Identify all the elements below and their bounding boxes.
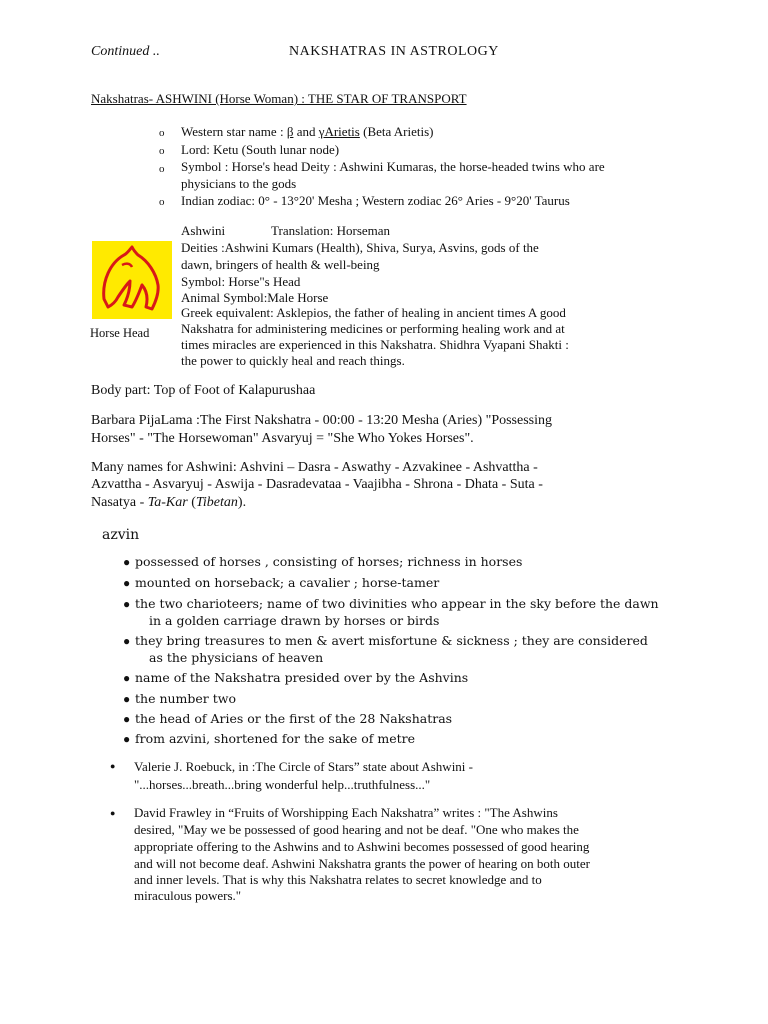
list-item: name of the Nakshatra presided over by the Ashvins [135,670,469,685]
info-greek-2: Nakshatra for administering medicines or performing healing work and at [181,321,565,336]
info-animal: Animal Symbol:Male Horse [181,290,329,305]
info-deities-2: dawn, bringers of health & well-being [181,257,380,272]
list-item: they bring treasures to men & avert misfortune & sickness ; they are considered [135,633,648,648]
circle-bullet-icon: o [159,127,165,139]
names-line-3 [91,495,246,511]
names-nasatya: Nasatya - [91,495,148,510]
names-paren-close: ). [237,495,247,510]
body-part: Body part: Top of Foot of Kalapurushaa [91,383,316,398]
list-item-cont: as the physicians of heaven [149,650,324,665]
list-item: mounted on horseback; a cavalier ; horse-tamer [135,575,440,590]
bullet-icon: ● [123,712,131,726]
fact-star-name [181,124,434,140]
names-paren-open: ( [187,495,196,510]
names-line-2: Azvattha - Asvaryuj - Aswija - Dasradevataa - Vaajibha - Shrona - Dhata - Suta - [91,477,543,492]
circle-bullet-icon: o [159,196,165,208]
list-item-cont: in a golden carriage drawn by horses or birds [149,613,440,628]
circle-bullet-icon: o [159,145,165,157]
section-title: Nakshatras- ASHWINI (Horse Woman) : THE STAR OF TRANSPORT [91,91,467,106]
fact-star-gamma: γArietis [318,124,360,139]
info-symbol: Symbol: Horse"s Head [181,274,301,289]
barbara-line-2: Horses" - "The Horsewoman" Asvaryuj = "She Who Yokes Horses". [91,431,474,446]
quote-roebuck-1: Valerie J. Roebuck, in :The Circle of Stars” state about Ashwini - [134,759,474,774]
azvin-heading: azvin [102,527,140,543]
info-greek-4: the power to quickly heal and reach things. [181,353,405,368]
horse-head-icon [92,241,172,319]
quote-frawley-4: and will not become deaf. Ashwini Nakshatra grants the power of hearing on both outer [134,856,590,871]
bullet-icon: ● [123,576,131,590]
image-caption: Horse Head [90,326,150,340]
fact-lord: Lord: Ketu (South lunar node) [181,142,340,157]
list-item: from azvini, shortened for the sake of metre [135,731,415,746]
list-item: possessed of horses , consisting of horses; richness in horses [135,554,523,569]
bullet-icon: ● [123,597,131,611]
info-deities-1: Deities :Ashwini Kumars (Health), Shiva, Surya, Asvins, gods of the [181,240,539,255]
names-tibetan: Tibetan [195,495,238,510]
names-takar: Ta-Kar [147,495,188,510]
bullet-icon: ● [110,808,116,818]
fact-symbol-line1: Symbol : Horse's head Deity : Ashwini Kumaras, the horse-headed twins who are [181,159,605,174]
bullet-icon: ● [123,692,131,706]
bullet-icon: ● [123,732,131,746]
info-greek-3: times miracles are experienced in this Nakshatra. Shidhra Vyapani Shakti : [181,337,569,352]
quote-roebuck-2: "...horses...breath...bring wonderful help...truthfulness..." [134,777,431,792]
names-line-1: Many names for Ashwini: Ashvini – Dasra - Aswathy - Azvakinee - Ashvattha - [91,460,538,475]
fact-star-beta: β [286,124,294,139]
quote-frawley-2: desired, "May we be possessed of good hearing and not be deaf. "One who makes the [134,822,579,837]
fact-star-post: (Beta Arietis) [359,124,434,139]
quote-frawley-1: David Frawley in “Fruits of Worshipping Each Nakshatra” writes : "The Ashwins [134,805,558,820]
circle-bullet-icon: o [159,163,165,175]
bullet-icon: ● [123,634,131,648]
info-name: Ashwini [181,223,226,238]
fact-zodiac: Indian zodiac: 0° - 13°20' Mesha ; Western zodiac 26° Aries - 9°20' Taurus [181,193,570,208]
bullet-icon: ● [110,761,116,771]
quote-frawley-6: miraculous powers." [134,888,242,903]
page-title: NAKSHATRAS IN ASTROLOGY [289,44,499,59]
quote-frawley-3: appropriate offering to the Ashwins and to Ashwini becomes possessed of good hearing [134,839,590,854]
bullet-icon: ● [123,555,131,569]
list-item: the number two [135,691,236,706]
fact-star-pre: Western star name : [181,124,287,139]
fact-star-and: and [293,124,319,139]
barbara-line-1: Barbara PijaLama :The First Nakshatra - 00:00 - 13:20 Mesha (Aries) "Possessing [91,413,553,428]
horse-head-image [92,241,172,319]
list-item: the two charioteers; name of two divinities who appear in the sky before the dawn [135,596,659,611]
bullet-icon: ● [123,671,131,685]
quote-frawley-5: and inner levels. That is why this Nakshatra relates to secret knowledge and to [134,872,542,887]
fact-symbol-line2: physicians to the gods [181,176,297,191]
list-item: the head of Aries or the first of the 28 Nakshatras [135,711,453,726]
continued-label: Continued .. [91,44,160,59]
info-translation: Translation: Horseman [271,223,391,238]
info-greek-1: Greek equivalent: Asklepios, the father of healing in ancient times A good [181,305,566,320]
